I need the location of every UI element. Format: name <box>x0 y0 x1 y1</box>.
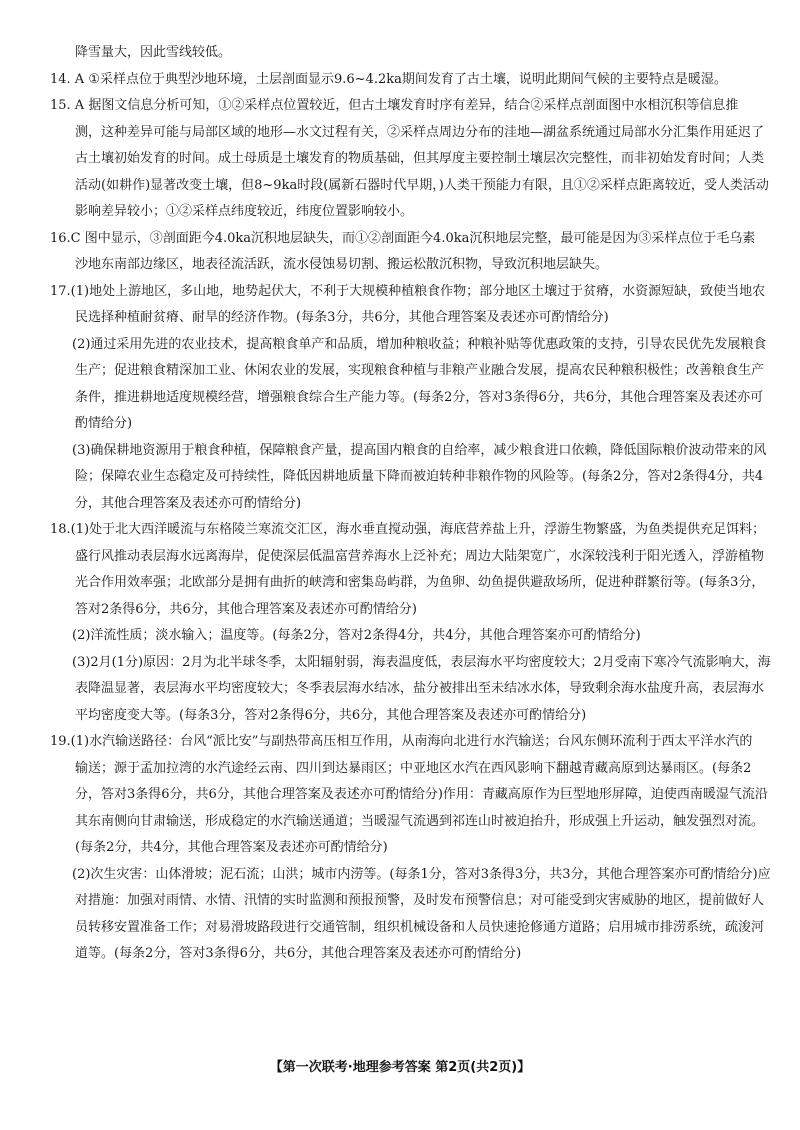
text-line: 表降温显著，表层海水平均密度较大；冬季表层海水结冰，盐分被排出至未结冰水体，导致剩余海水盐度升高，表层海水 <box>75 681 765 696</box>
text-line: 条件，推进耕地适度规模经营，增强粮食综合生产能力等。(每条2分，答对3条得6分，共6分，其他合理答案及表述亦可 <box>75 389 764 405</box>
text-line: 员转移安置准备工作；对易滑坡路段进行交通管制，组织机械设备和人员快速抢修通方道路；启用城市排涝系统，疏浚河 <box>75 919 765 935</box>
page-footer: 【第一次联考·地理参考答案 第2页(共2页)】 <box>269 1060 531 1075</box>
text-line: (3)2月(1分)原因：2月为北半球冬季，太阳辐射弱，海表温度低，表层海水平均密度较大；2月受南下寒冷气流影响大，海 <box>72 654 771 670</box>
text-line: 生产；促进粮食精深加工业、休闲农业的发展，实现粮食种植与非粮产业融合发展，提高农民种粮积极性；改善粮食生产 <box>75 363 765 378</box>
text-line: 输送；源于孟加拉湾的水汽途经云南、四川到达暴雨区；中亚地区水汽在西风影响下翻越青藏高原到达暴雨区。(每条2 <box>75 760 752 776</box>
text-line: (2)通过采用先进的农业技术，提高粮食单产和品质，增加种粮收益；种粮补贴等优惠政策的支持，引导农民优先发展粮食 <box>72 336 767 352</box>
text-line: 答对2条得6分，共6分，其他合理答案及表述亦可酌情给分) <box>75 601 417 617</box>
text-line: (2)次生灾害：山体滑坡；泥石流；山洪；城市内涝等。(每条1分，答对3条得3分，共3分，其他合理答案亦可酌情给分)应 <box>72 866 771 882</box>
text-line: 沙地东南部边缘区，地表径流活跃，流水侵蚀易切割、搬运松散沉积物，导致沉积地层缺失。 <box>75 257 609 272</box>
text-line: 平均密度变大等。(每条3分，答对2条得6分，共6分，其他合理答案及表述亦可酌情给分) <box>75 707 587 723</box>
text-line: 分，答对3条得6分，共6分，其他合理答案及表述亦可酌情给分)作用：青藏高原作为巨型地形屏障，迫使西南暖湿气流沿 <box>75 787 768 802</box>
text-line: 对措施：加强对雨情、水情、汛情的实时监测和预报预警，及时发布预警信息；对可能受到灾害威胁的地区，提前做好人 <box>75 893 765 908</box>
text-line: 测，这种差异可能与局部区域的地形—水文过程有关，②采样点周边分布的洼地—湖盆系统通过局部水分汇集作用延迟了 <box>75 124 765 140</box>
text-line: 19.(1)水汽输送路径：台风“派比安”与副热带高压相互作用，从南海向北进行水汽输送；台风东侧环流利于西太平洋水汽的 <box>50 734 753 749</box>
text-line: 酌情给分) <box>75 416 133 431</box>
text-line: 道等。(每条2分，答对3条得6分，共6分，其他合理答案及表述亦可酌情给分) <box>75 946 522 961</box>
text-line: 18.(1)处于北大西洋暖流与东格陵兰寒流交汇区，海水垂直搅动强，海底营养盐上升，浮游生物繁盛，为鱼类提供充足饵料； <box>50 522 766 537</box>
text-line: 降雪量大，因此雪线较低。 <box>75 45 232 60</box>
text-line: 盛行风推动表层海水远离海岸，促使深层低温富营养海水上泛补充；周边大陆架宽广，水深较浅利于阳光透入，浮游植物 <box>75 548 765 564</box>
text-line: 活动(如耕作)显著改变土壤，但8~9ka时段(属新石器时代早期，)人类干预能力有限，且①②采样点距离较近，受人类活动 <box>75 177 769 193</box>
text-line: 影响差异较小；①②采样点纬度较近，纬度位置影响较小。 <box>75 204 414 219</box>
text-line: 民选择种植耐贫瘠、耐旱的经济作物。(每条3分，共6分，其他合理答案及表述亦可酌情给分) <box>75 310 609 325</box>
text-line: 其东南侧向甘肃输送，形成稳定的水汽输送通道；当暖湿气流遇到祁连山时被迫抬升，形成强上升运动，触发强烈对流。 <box>75 813 765 829</box>
text-line: 古土壤初始发育的时间。成土母质是土壤发育的物质基础，但其厚度主要控制土壤层次完整性，而非初始发育时间；人类 <box>75 151 765 166</box>
text-line: 15. A 据图文信息分析可知，①②采样点位置较近，但古土壤发育时序有差异，结合②采样点剖面图中水相沉积等信息推 <box>50 98 739 113</box>
answer-text-body <box>50 40 776 968</box>
text-line: (3)确保耕地资源用于粮食种植，保障粮食产量，提高国内粮食的自给率，减少粮食进口依赖，降低国际粮价波动带来的风 <box>72 442 767 458</box>
text-line: (每条2分，共4分，其他合理答案及表述亦可酌情给分) <box>75 840 388 855</box>
text-line: 16.C 图中显示，③剖面距今4.0ka沉积地层缺失，而①②剖面距今4.0ka沉积地层完整，最可能是因为③采样点位于毛乌素 <box>50 230 756 246</box>
text-line: (2)洋流性质；淡水输入；温度等。(每条2分，答对2条得4分，共4分，其他合理答案亦可酌情给分) <box>72 628 641 643</box>
text-line: 险；保障农业生态稳定及可持续性，降低因耕地质量下降而被迫转种非粮作物的风险等。(每条2分，答对2条得4分，共4 <box>75 469 764 484</box>
text-line: 17.(1)地处上游地区，多山地，地势起伏大，不利于大规模种植粮食作物；部分地区土壤过于贫瘠，水资源短缺，致使当地农 <box>50 283 766 299</box>
text-line: 分，其他合理答案及表述亦可酌情给分) <box>75 495 302 511</box>
text-line: 光合作用效率强；北欧部分是拥有曲折的峡湾和密集岛屿群，为鱼卵、幼鱼提供避敌场所，促进种群繁衍等。(每条3分， <box>75 575 765 590</box>
text-line: 14. A ①采样点位于典型沙地环境，土层剖面显示9.6~4.2ka期间发育了古土壤，说明此期间气候的主要特点是暖湿。 <box>50 71 727 87</box>
